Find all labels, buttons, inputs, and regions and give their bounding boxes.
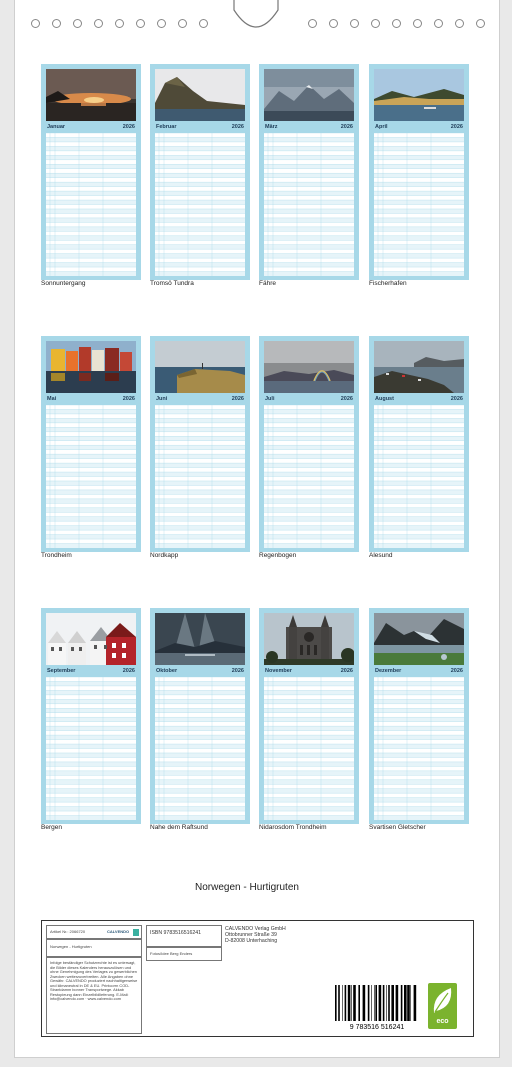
day-grid	[374, 405, 464, 548]
month-caption: Regenbogen	[259, 552, 297, 559]
month-card-dezember	[369, 608, 469, 824]
month-year: 2026	[450, 396, 463, 402]
binding-ring-icon	[371, 19, 380, 28]
month-card-januar	[41, 64, 141, 280]
month-photo	[374, 341, 464, 393]
month-year: 2026	[231, 124, 244, 130]
month-year: 2026	[231, 668, 244, 674]
month-header	[155, 667, 245, 676]
month-photo	[374, 69, 464, 121]
binding-ring-icon	[136, 19, 145, 28]
month-name: Juli	[265, 396, 275, 402]
binding-ring-icon	[413, 19, 422, 28]
month-caption: Fähre	[259, 280, 276, 287]
photographer-box	[146, 947, 222, 961]
month-card-juli	[259, 336, 359, 552]
month-year: 2026	[450, 124, 463, 130]
hanger-hook-icon	[232, 0, 280, 35]
month-caption: Alesund	[369, 552, 393, 559]
month-photo	[155, 341, 245, 393]
month-photo	[155, 69, 245, 121]
month-card-mai	[41, 336, 141, 552]
series-name: Norwegen - Hurtigruten	[50, 944, 92, 949]
leaf-icon	[428, 983, 457, 1017]
month-card-februar	[150, 64, 250, 280]
day-grid	[155, 405, 245, 548]
month-card-juni	[150, 336, 250, 552]
binding-ring-icon	[350, 19, 359, 28]
binding-ring-icon	[308, 19, 317, 28]
day-grid	[374, 677, 464, 820]
binding-ring-icon	[52, 19, 61, 28]
publisher-city: D-82008 Unterhaching	[225, 938, 278, 944]
month-name: November	[265, 668, 292, 674]
month-name: Oktober	[156, 668, 178, 674]
article-number: Artikel Nr.: 2066720	[50, 929, 86, 934]
month-caption: Sonnuntergang	[41, 280, 86, 287]
binding-ring-icon	[476, 19, 485, 28]
binding-ring-icon	[94, 19, 103, 28]
month-name: Februar	[156, 124, 177, 130]
day-grid	[46, 677, 136, 820]
day-grid	[264, 677, 354, 820]
isbn-box	[146, 925, 222, 947]
month-name: März	[265, 124, 278, 130]
month-name: Juni	[156, 396, 168, 402]
calvendo-logo: CALVENDO	[107, 929, 130, 934]
month-caption: Svartisen Gletscher	[369, 824, 426, 831]
month-caption: Nahe dem Raftsund	[150, 824, 208, 831]
month-header	[374, 123, 464, 132]
month-photo	[46, 341, 136, 393]
month-header	[264, 667, 354, 676]
legal-box	[46, 957, 142, 1034]
month-name: September	[47, 668, 76, 674]
month-year: 2026	[122, 668, 135, 674]
series-box	[46, 939, 142, 957]
month-year: 2026	[340, 396, 353, 402]
binding-ring-icon	[329, 19, 338, 28]
eco-badge	[428, 983, 457, 1029]
month-photo	[264, 613, 354, 665]
month-caption: Trondheim	[41, 552, 72, 559]
month-caption: Nidarosdom Trondheim	[259, 824, 327, 831]
month-card-september	[41, 608, 141, 824]
binding-ring-icon	[31, 19, 40, 28]
binding-ring-icon	[392, 19, 401, 28]
barcode-number: 9 783516 516241	[349, 1024, 405, 1031]
month-photo	[155, 613, 245, 665]
month-photo	[374, 613, 464, 665]
publisher-name: CALVENDO Verlag GmbH	[225, 926, 286, 932]
month-name: April	[375, 124, 388, 130]
month-photo	[46, 613, 136, 665]
day-grid	[264, 405, 354, 548]
publisher-street: Ottobrunner Straße 39	[225, 932, 277, 938]
month-header	[46, 667, 136, 676]
day-grid	[46, 405, 136, 548]
month-year: 2026	[450, 668, 463, 674]
month-year: 2026	[231, 396, 244, 402]
month-header	[374, 395, 464, 404]
legal-text: Infolge beständiger Schutzrechte ist es untersagt, die Bilder dieses Kalenders herauszulösen und ohne Genehmigung des Verlages zu gewerblichen Zwecken weiterzuverbreiten. Alle Angaben ohne Gewähr. CALVENDO produziert nachhaltigerweise und klimaneutral in DE & EU. Printcorrn COD-Strantdamm bonner Transportwege. Akkab Restopieung dann Einzelbildlieferung. E-Mail: info@calvendo.com · www.calvendo.com	[50, 960, 138, 1001]
article-box	[46, 925, 142, 939]
eco-label: eco	[436, 1018, 449, 1025]
month-year: 2026	[122, 124, 135, 130]
month-card-november	[259, 608, 359, 824]
day-grid	[46, 133, 136, 276]
photographer: Fotos/Idee Berg Enders	[150, 951, 193, 956]
month-photo	[264, 341, 354, 393]
barcode	[331, 983, 423, 1031]
binding-ring-icon	[157, 19, 166, 28]
publisher-address	[225, 926, 286, 944]
binding-ring-icon	[73, 19, 82, 28]
binding-ring-icon	[434, 19, 443, 28]
month-header	[374, 667, 464, 676]
month-caption: Fischerhafen	[369, 280, 407, 287]
month-year: 2026	[340, 668, 353, 674]
month-caption: Nordkapp	[150, 552, 179, 559]
month-name: Dezember	[375, 668, 402, 674]
month-header	[155, 395, 245, 404]
month-name: Mai	[47, 396, 57, 402]
day-grid	[155, 677, 245, 820]
isbn: ISBN 9783516516241	[150, 930, 202, 936]
logo-mark-icon	[133, 929, 139, 936]
month-name: August	[375, 396, 394, 402]
binding-ring-icon	[115, 19, 124, 28]
month-header	[46, 123, 136, 132]
month-header	[46, 395, 136, 404]
month-card-oktober	[150, 608, 250, 824]
month-caption: Tromsö Tundra	[150, 280, 194, 287]
month-photo	[264, 69, 354, 121]
day-grid	[264, 133, 354, 276]
month-year: 2026	[122, 396, 135, 402]
day-grid	[374, 133, 464, 276]
binding-ring-icon	[199, 19, 208, 28]
month-header	[264, 123, 354, 132]
month-card-august	[369, 336, 469, 552]
calendar-title: Norwegen - Hurtigruten	[195, 882, 299, 893]
month-caption: Bergen	[41, 824, 62, 831]
day-grid	[155, 133, 245, 276]
binding-ring-icon	[455, 19, 464, 28]
month-header	[264, 395, 354, 404]
binding-ring-icon	[178, 19, 187, 28]
month-name: Januar	[47, 124, 66, 130]
month-card-april	[369, 64, 469, 280]
month-card-märz	[259, 64, 359, 280]
month-year: 2026	[340, 124, 353, 130]
month-photo	[46, 69, 136, 121]
month-header	[155, 123, 245, 132]
